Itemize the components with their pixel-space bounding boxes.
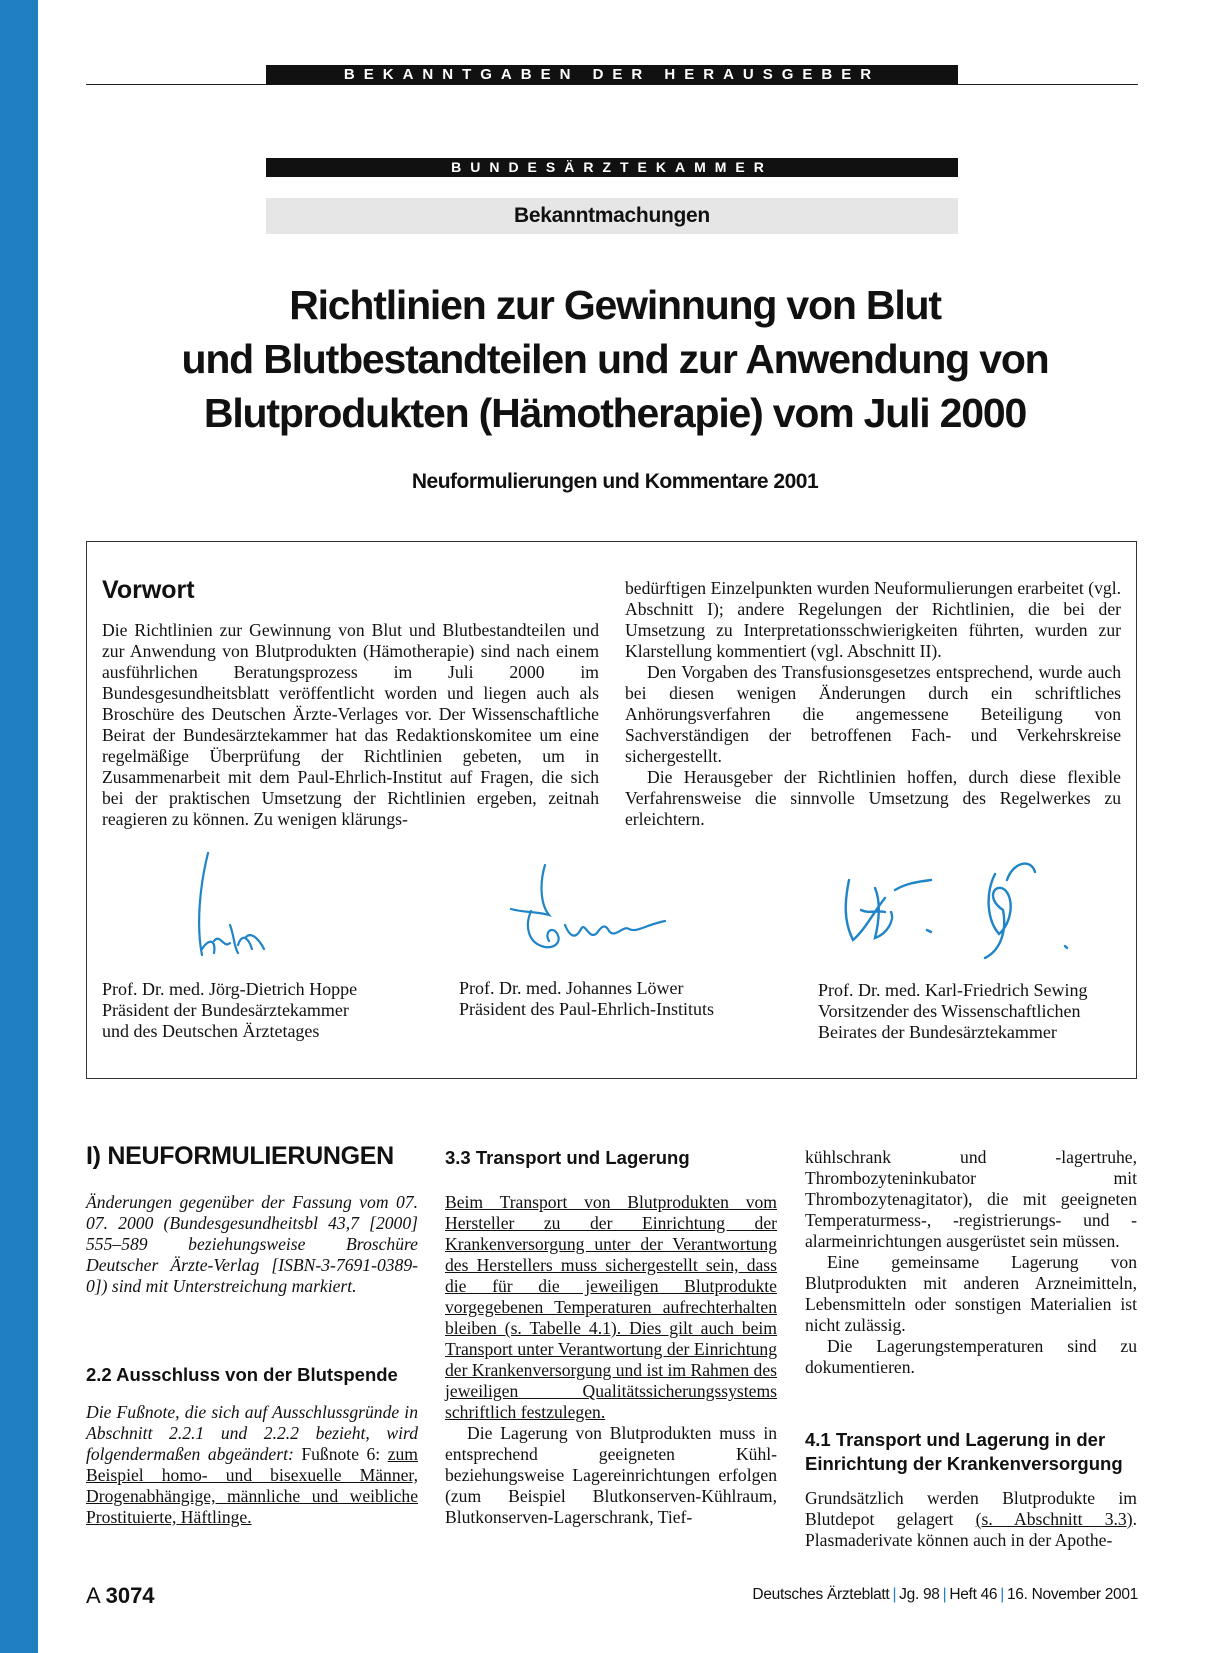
transport-paragraph: Beim Transport von Blutprodukten vom Hersteller zu der Einrichtung der Krankenversorgung unter der Verantwortung des Herstellers muss sichergestellt sein, dass die für die jeweiligen Blutprodukte vorgegebenen Temperaturen aufrechterhalten bleiben (s. Tabelle 4.1). Dies gilt auch beim Transport unter Verantwortung der Einrichtung der Krankenversorgung und ist im Rahmen des jeweiligen Qualitätssicherungssystems schriftlich festzulegen. — [445, 1192, 777, 1422]
journal-issue: Heft 46 — [949, 1586, 998, 1603]
text-run: Grundsätzlich werden Blutprodukte im Blutdepot gelagert — [805, 1488, 1137, 1529]
subsection-heading-3-3: 3.3 Transport und Lagerung — [445, 1147, 690, 1168]
category-band: Bekanntmachungen — [266, 198, 958, 234]
vorwort-left-column — [102, 620, 599, 830]
signer-sewing — [818, 980, 1087, 1043]
title-line: und Blutbestandteilen und zur Anwendung von — [181, 336, 1049, 382]
subsection-heading-4-1: 4.1 Transport und Lagerung in der Einrichtung der Krankenversorgung — [805, 1429, 1123, 1474]
signer-name: Prof. Dr. med. Jörg-Dietrich Hoppe — [102, 979, 358, 999]
section-header-bar: BEKANNTGABEN DER HERAUSGEBER — [266, 65, 958, 85]
title-line: Blutprodukten (Hämotherapie) vom Juli 2000 — [203, 390, 1027, 436]
signature-sewing — [835, 850, 1105, 975]
page-number — [86, 1583, 155, 1609]
journal-volume: Jg. 98 — [899, 1586, 940, 1603]
vorwort-paragraph: Den Vorgaben des Transfusionsgesetzes entsprechend, wurde auch bei diesen wenigen Änderungen durch ein schriftliches Anhörungsverfahren die angemessene Beteiligung von Sachverständigen der betroffenen Fach- und Verkehrskreise sichergestellt. — [625, 662, 1121, 766]
signature-hoppe — [190, 845, 290, 965]
subsection-heading-2-2: 2.2 Ausschluss von der Blutspende — [86, 1364, 398, 1385]
text-run: . Plasmaderivate können auch in der Apothe- — [805, 1509, 1137, 1550]
signer-name: Prof. Dr. med. Johannes Löwer — [459, 978, 684, 998]
section-reference: (s. Abschnitt 3.3) — [975, 1509, 1133, 1529]
signer-role: Vorsitzender des Wissenschaftlichen — [818, 1001, 1081, 1021]
journal-date: 16. November 2001 — [1006, 1586, 1138, 1603]
organization-bar: BUNDESÄRZTEKAMMER — [266, 158, 958, 177]
storage-paragraph: Die Lagerungstemperaturen sind zu dokumentieren. — [805, 1336, 1137, 1377]
footnote-instruction: Die Fußnote, die sich auf Ausschlussgründe in Abschnitt 2.2.1 und 2.2.2 bezieht, wird folgendermaßen abgeändert: — [86, 1402, 418, 1464]
vorwort-heading: Vorwort — [102, 576, 195, 604]
signer-name: Prof. Dr. med. Karl-Friedrich Sewing — [818, 980, 1088, 1000]
vorwort-paragraph: Die Herausgeber der Richtlinien hoffen, durch diese flexible Verfahrensweise die sinnvolle Umsetzung des Regelwerkes zu erleichtern. — [625, 767, 1121, 829]
vorwort-paragraph: bedürftigen Einzelpunkten wurden Neuformulierungen erarbeitet (vgl. Abschnitt I); andere Regelungen der Richtlinien, die bei der Umsetzung zu Interpretationsschwierigkeiten führten, wurden zur Klarstellung kommentiert (vgl. Abschnitt II). — [625, 578, 1121, 661]
footnote-lead: Fußnote 6: — [301, 1444, 388, 1464]
document-subtitle: Neuformulierungen und Kommentare 2001 — [411, 470, 819, 493]
subsection-2-2-text — [86, 1402, 418, 1528]
signer-role: und des Deutschen Ärztetages — [102, 1021, 320, 1041]
title-line: Richtlinien zur Gewinnung von Blut — [289, 282, 941, 328]
subsection-4-1-text — [805, 1488, 1137, 1551]
section-heading-neuformulierungen: I) NEUFORMULIERUNGEN — [86, 1142, 394, 1170]
signature-loewer — [505, 855, 675, 965]
signer-hoppe — [102, 979, 357, 1042]
signer-role: Beirates der Bundesärztekammer — [818, 1022, 1057, 1042]
subsection-3-3-continued — [805, 1147, 1137, 1378]
vorwort-paragraph: Die Richtlinien zur Gewinnung von Blut und Blutbestandteilen und zur Anwendung von Blutprodukten (Hämotherapie) sind nach einem ausführlichen Beratungsprozess im Juli 2000 im Bundesgesundheitsblatt veröffentlicht worden und liegen auch als Broschüre des Deutschen Ärzte-Verlages vor. Der Wissenschaftliche Beirat der Bundesärztekammer hat das Redaktionskomitee um eine regelmäßige Überprüfung der Richtlinien gebeten, um in Zusammenarbeit mit dem Paul-Ehrlich-Institut auf Fragen, die sich bei der praktischen Umsetzung der Richtlinien ergeben, zeitnah reagieren zu können. Zu wenigen klärungs- — [102, 620, 599, 829]
storage-paragraph: Die Lagerung von Blutprodukten muss in entsprechend geeigneten Kühl- beziehungsweise Lagereinrichtungen erfolgen (zum Beispiel Blutkonserven-Kühlraum, Blutkonserven-Lagerschrank, Tief- — [445, 1423, 777, 1527]
storage-paragraph: Eine gemeinsame Lagerung von Blutprodukten mit anderen Arzneimitteln, Lebensmitteln oder sonstigen Materialien ist nicht zulässig. — [805, 1252, 1137, 1335]
subsection-3-3-text — [445, 1192, 777, 1528]
document-title — [120, 278, 1110, 440]
page-number-value: 3074 — [105, 1583, 155, 1608]
signer-role: Präsident des Paul-Ehrlich-Instituts — [459, 999, 714, 1019]
vorwort-right-column — [625, 578, 1121, 830]
storage-paragraph-continued: kühlschrank und -lagertruhe, Thrombozyteninkubator mit Thrombozytenagitator), die mit geeigneten Temperaturmess-, -registrierungs- und -alarmeinrichtungen ausgerüstet sein müssen. — [805, 1147, 1137, 1251]
journal-footer: Deutsches Ärzteblatt | Jg. 98 | Heft 46 | 16. November 2001 — [752, 1586, 1138, 1603]
signer-role: Präsident der Bundesärztekammer — [102, 1000, 349, 1020]
blue-edge-stripe — [0, 0, 38, 1653]
section-intro: Änderungen gegenüber der Fassung vom 07. 07. 2000 (Bundesgesundheitsbl 43,7 [2000] 555–589 beziehungsweise Broschüre Deutscher Ärzte-Verlag [ISBN-3-7691-0389-0]) sind mit Unterstreichung markiert. — [86, 1192, 418, 1296]
page-prefix: A — [86, 1583, 100, 1608]
signer-loewer — [459, 978, 714, 1020]
journal-name: Deutsches Ärzteblatt — [752, 1586, 890, 1603]
footnote-new-text: zum Beispiel homo- und bisexuelle Männer, Drogenabhängige, männliche und weibliche Prostituierte, Häftlinge. — [86, 1444, 418, 1527]
